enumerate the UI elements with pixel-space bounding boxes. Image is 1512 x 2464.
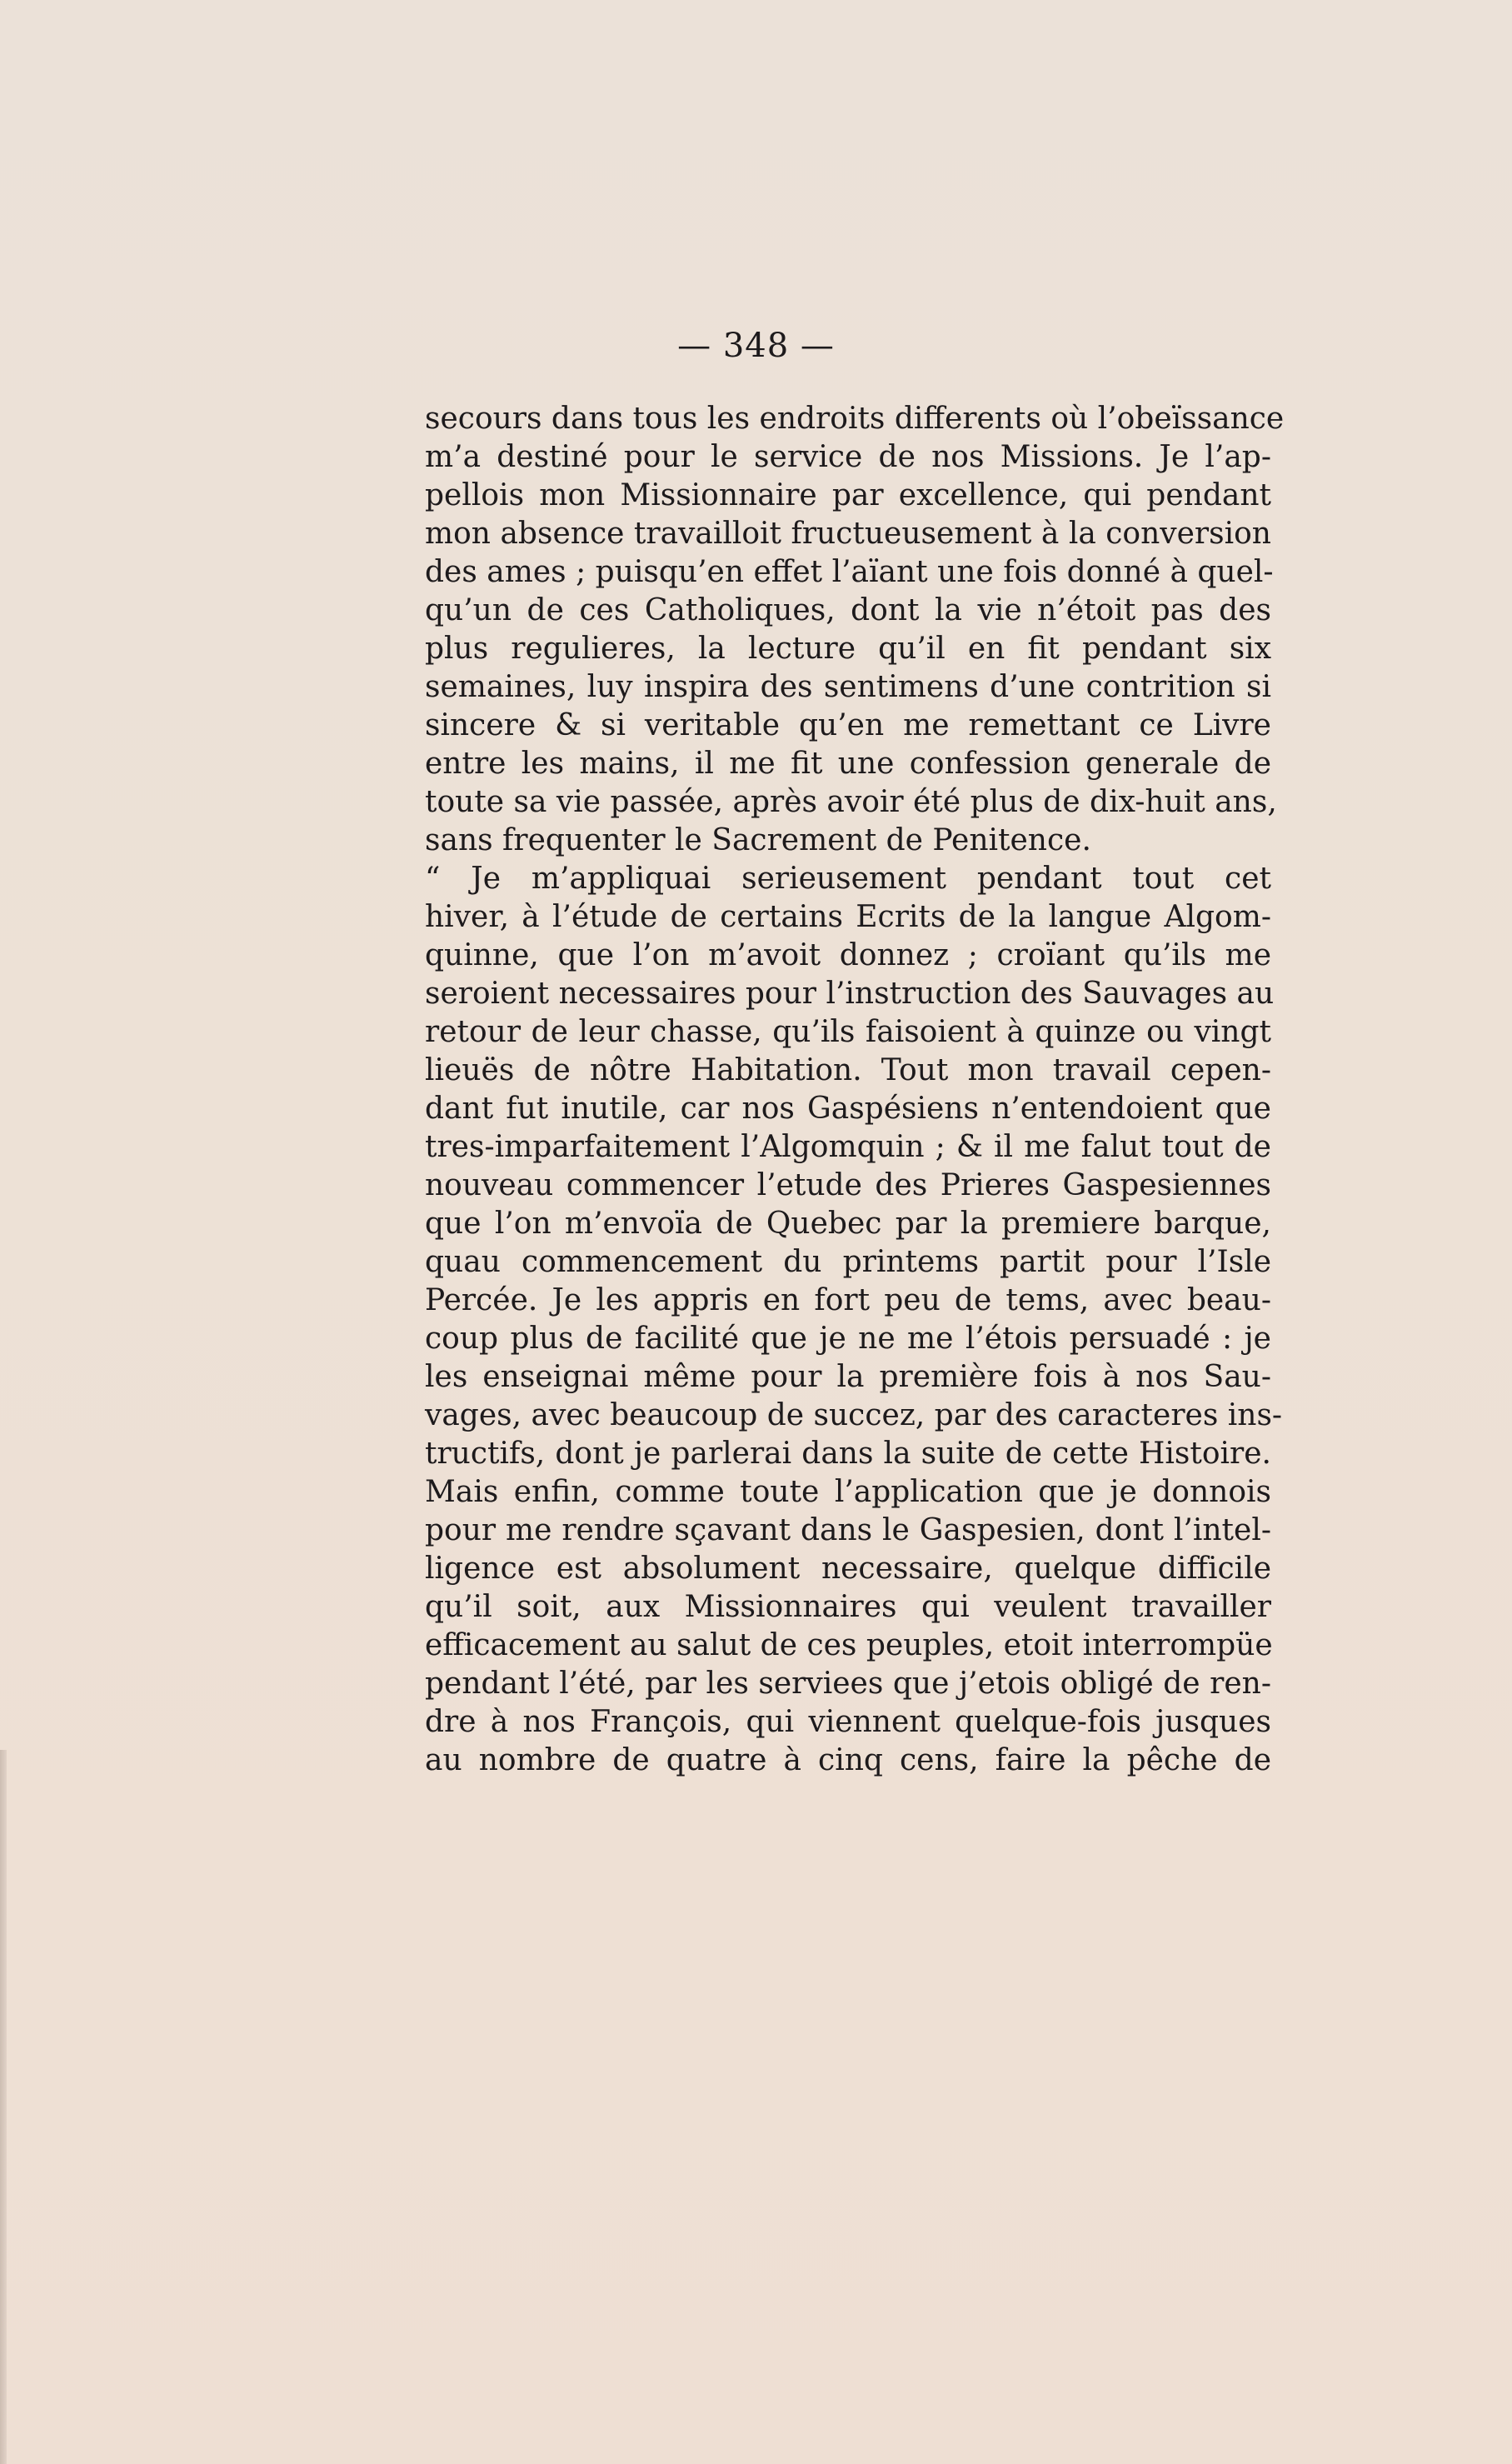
- text-line: au nombre de quatre à cinq cens, faire la pêche de: [425, 1743, 1271, 1777]
- text-line: pellois mon Missionnaire par excellence, qui pendant: [425, 478, 1271, 512]
- text-line: efficacement au salut de ces peuples, etoit interrompüe: [425, 1628, 1273, 1662]
- text-line: tres-imparfaitement l’Algomquin ; & il me falut tout de: [425, 1130, 1271, 1164]
- body-text: [425, 400, 1285, 1780]
- text-line: toute sa vie passée, après avoir été plus de dix-huit ans,: [425, 785, 1277, 819]
- text-line: pendant l’été, par les serviees que j’etois obligé de ren-: [425, 1667, 1271, 1701]
- text-line: que l’on m’envoïa de Quebec par la premiere barque,: [425, 1207, 1271, 1241]
- text-line: dre à nos François, qui viennent quelque-fois jusques: [425, 1705, 1271, 1739]
- text-line: sans frequenter le Sacrement de Penitence.: [425, 823, 1091, 857]
- text-line: des ames ; puisqu’en effet l’aïant une fois donné à quel-: [425, 555, 1274, 589]
- text-line: retour de leur chasse, qu’ils faisoient à quinze ou vingt: [425, 1015, 1271, 1049]
- text-line: seroient necessaires pour l’instruction des Sauvages au: [425, 977, 1275, 1011]
- page-edge-shadow: [0, 1750, 7, 2464]
- text-line: quau commencement du printems partit pour l’Isle: [425, 1245, 1271, 1279]
- text-line: Percée. Je les appris en fort peu de tems, avec beau-: [425, 1283, 1271, 1317]
- text-line: tructifs, dont je parlerai dans la suite de cette Histoire.: [425, 1437, 1271, 1471]
- text-line: ligence est absolument necessaire, quelque difficile: [425, 1552, 1271, 1586]
- text-line: les enseignai même pour la première fois à nos Sau-: [425, 1360, 1271, 1394]
- text-line: mon absence travailloit fructueusement à la conversion: [425, 517, 1271, 551]
- text-line: quinne, que l’on m’avoit donnez ; croïant qu’ils me: [425, 938, 1271, 972]
- text-line: secours dans tous les endroits differents où l’obeïssance: [425, 402, 1285, 436]
- text-line: plus regulieres, la lecture qu’il en fit pendant six: [425, 632, 1271, 666]
- text-line: lieuës de nôtre Habitation. Tout mon travail cepen-: [425, 1053, 1271, 1087]
- text-line: pour me rendre sçavant dans le Gaspesien, dont l’intel-: [425, 1513, 1271, 1547]
- text-line: semaines, luy inspira des sentimens d’une contrition si: [425, 670, 1271, 704]
- text-line: entre les mains, il me fit une confession generale de: [425, 747, 1271, 781]
- text-line: nouveau commencer l’etude des Prieres Gaspesiennes: [425, 1168, 1271, 1202]
- text-line: sincere & si veritable qu’en me remettant ce Livre: [425, 708, 1271, 742]
- text-line: hiver, à l’étude de certains Ecrits de la langue Algom-: [425, 900, 1271, 934]
- text-line: qu’un de ces Catholiques, dont la vie n’étoit pas des: [425, 593, 1271, 627]
- text-line: “ Je m’appliquai serieusement pendant tout cet: [425, 862, 1271, 896]
- text-line: vages, avec beaucoup de succez, par des caracteres ins-: [425, 1398, 1283, 1432]
- text-line: Mais enfin, comme toute l’application que je donnois: [425, 1475, 1271, 1509]
- text-line: m’a destiné pour le service de nos Missions. Je l’ap-: [425, 440, 1271, 474]
- text-line: dant fut inutile, car nos Gaspésiens n’entendoient que: [425, 1092, 1271, 1126]
- page-number: — 348 —: [677, 327, 835, 365]
- text-line: qu’il soit, aux Missionnaires qui veulent travailler: [425, 1590, 1271, 1624]
- text-line: coup plus de facilité que je ne me l’étois persuadé : je: [425, 1322, 1271, 1356]
